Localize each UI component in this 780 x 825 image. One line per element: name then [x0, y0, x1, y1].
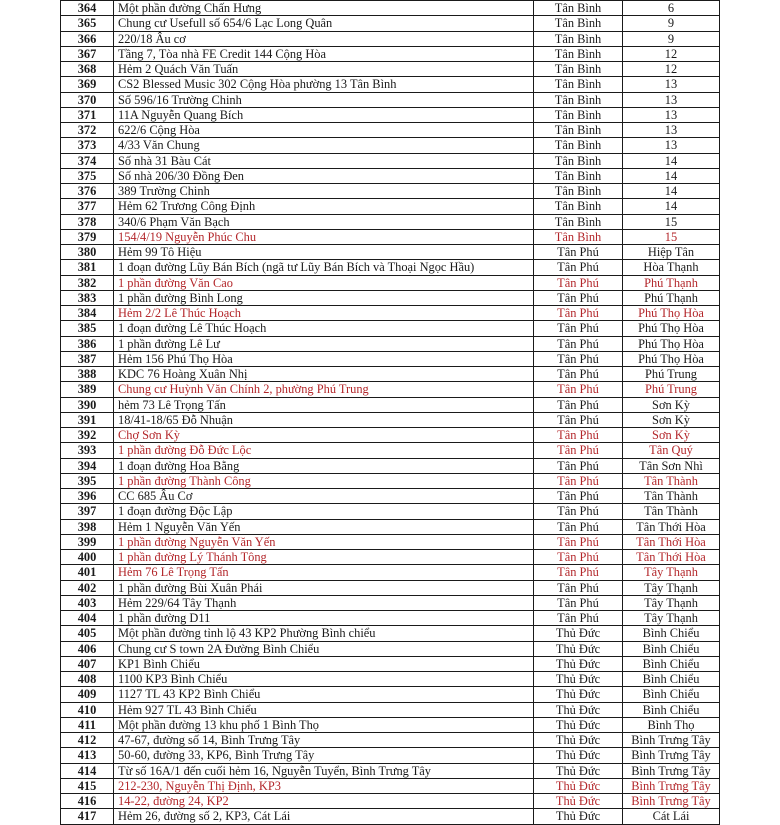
- district-cell: Tân Phú: [534, 473, 623, 488]
- address-cell: 14-22, đường 24, KP2: [114, 794, 534, 809]
- table-row: [61, 16, 720, 31]
- table-row: [61, 641, 720, 656]
- location-table: [60, 0, 720, 825]
- address-cell: Hẻm 76 Lê Trọng Tấn: [114, 565, 534, 580]
- ward-cell: Bình Trưng Tây: [623, 733, 720, 748]
- address-cell: Hẻm 26, đường số 2, KP3, Cát Lái: [114, 809, 534, 824]
- address-cell: 18/41-18/65 Đỗ Nhuận: [114, 412, 534, 427]
- district-cell: Thủ Đức: [534, 778, 623, 793]
- district-cell: Tân Bình: [534, 16, 623, 31]
- address-cell: 1127 TL 43 KP2 Bình Chiểu: [114, 687, 534, 702]
- row-number-cell: 377: [61, 199, 114, 214]
- address-cell: 1 phần đường Đỗ Đức Lộc: [114, 443, 534, 458]
- document-page: [60, 0, 719, 825]
- ward-cell: 13: [623, 138, 720, 153]
- ward-cell: Phú Thọ Hòa: [623, 321, 720, 336]
- row-number-cell: 396: [61, 489, 114, 504]
- ward-cell: Sơn Kỳ: [623, 397, 720, 412]
- address-cell: 1100 KP3 Bình Chiểu: [114, 672, 534, 687]
- row-number-cell: 414: [61, 763, 114, 778]
- table-row: [61, 31, 720, 46]
- row-number-cell: 386: [61, 336, 114, 351]
- district-cell: Tân Bình: [534, 107, 623, 122]
- row-number-cell: 405: [61, 626, 114, 641]
- row-number-cell: 378: [61, 214, 114, 229]
- ward-cell: 15: [623, 214, 720, 229]
- ward-cell: 9: [623, 16, 720, 31]
- table-row: [61, 138, 720, 153]
- ward-cell: Tân Sơn Nhì: [623, 458, 720, 473]
- row-number-cell: 371: [61, 107, 114, 122]
- ward-cell: Tây Thạnh: [623, 611, 720, 626]
- ward-cell: Bình Trưng Tây: [623, 778, 720, 793]
- row-number-cell: 402: [61, 580, 114, 595]
- district-cell: Tân Bình: [534, 229, 623, 244]
- ward-cell: 13: [623, 107, 720, 122]
- table-row: [61, 489, 720, 504]
- table-row: [61, 519, 720, 534]
- row-number-cell: 368: [61, 62, 114, 77]
- district-cell: Tân Bình: [534, 123, 623, 138]
- table-row: [61, 702, 720, 717]
- district-cell: Tân Phú: [534, 336, 623, 351]
- district-cell: Tân Bình: [534, 31, 623, 46]
- district-cell: Tân Phú: [534, 595, 623, 610]
- address-cell: 212-230, Nguyễn Thị Định, KP3: [114, 778, 534, 793]
- ward-cell: Bình Chiểu: [623, 702, 720, 717]
- address-cell: 389 Trường Chinh: [114, 184, 534, 199]
- district-cell: Tân Phú: [534, 397, 623, 412]
- row-number-cell: 384: [61, 306, 114, 321]
- table-row: [61, 458, 720, 473]
- row-number-cell: 375: [61, 168, 114, 183]
- district-cell: Tân Phú: [534, 306, 623, 321]
- ward-cell: Phú Thạnh: [623, 275, 720, 290]
- ward-cell: Phú Thạnh: [623, 290, 720, 305]
- table-body: [61, 1, 720, 825]
- ward-cell: Bình Trưng Tây: [623, 763, 720, 778]
- table-row: [61, 672, 720, 687]
- district-cell: Thủ Đức: [534, 672, 623, 687]
- district-cell: Thủ Đức: [534, 717, 623, 732]
- row-number-cell: 392: [61, 428, 114, 443]
- table-row: [61, 245, 720, 260]
- address-cell: Hẻm 99 Tô Hiệu: [114, 245, 534, 260]
- table-row: [61, 748, 720, 763]
- table-row: [61, 565, 720, 580]
- district-cell: Thủ Đức: [534, 641, 623, 656]
- row-number-cell: 406: [61, 641, 114, 656]
- address-cell: KDC 76 Hoàng Xuân Nhị: [114, 367, 534, 382]
- district-cell: Tân Bình: [534, 138, 623, 153]
- district-cell: Tân Phú: [534, 580, 623, 595]
- ward-cell: Hiệp Tân: [623, 245, 720, 260]
- row-number-cell: 385: [61, 321, 114, 336]
- table-row: [61, 550, 720, 565]
- row-number-cell: 379: [61, 229, 114, 244]
- address-cell: 1 đoạn đường Hoa Bằng: [114, 458, 534, 473]
- ward-cell: Tân Thới Hòa: [623, 519, 720, 534]
- ward-cell: Bình Trưng Tây: [623, 794, 720, 809]
- ward-cell: Tân Thành: [623, 504, 720, 519]
- ward-cell: Tây Thạnh: [623, 580, 720, 595]
- address-cell: 622/6 Cộng Hòa: [114, 123, 534, 138]
- district-cell: Tân Phú: [534, 489, 623, 504]
- table-row: [61, 763, 720, 778]
- ward-cell: 12: [623, 46, 720, 61]
- table-row: [61, 199, 720, 214]
- row-number-cell: 391: [61, 412, 114, 427]
- ward-cell: Sơn Kỳ: [623, 412, 720, 427]
- address-cell: 340/6 Phạm Văn Bạch: [114, 214, 534, 229]
- row-number-cell: 407: [61, 656, 114, 671]
- table-row: [61, 306, 720, 321]
- row-number-cell: 399: [61, 534, 114, 549]
- row-number-cell: 398: [61, 519, 114, 534]
- row-number-cell: 380: [61, 245, 114, 260]
- district-cell: Tân Bình: [534, 1, 623, 16]
- district-cell: Tân Phú: [534, 351, 623, 366]
- row-number-cell: 415: [61, 778, 114, 793]
- row-number-cell: 393: [61, 443, 114, 458]
- address-cell: Hẻm 2 Quách Văn Tuấn: [114, 62, 534, 77]
- row-number-cell: 417: [61, 809, 114, 824]
- table-row: [61, 412, 720, 427]
- table-row: [61, 809, 720, 824]
- table-row: [61, 275, 720, 290]
- table-row: [61, 260, 720, 275]
- address-cell: 47-67, đường số 14, Bình Trưng Tây: [114, 733, 534, 748]
- table-row: [61, 168, 720, 183]
- district-cell: Tân Phú: [534, 428, 623, 443]
- district-cell: Thủ Đức: [534, 626, 623, 641]
- district-cell: Thủ Đức: [534, 656, 623, 671]
- row-number-cell: 411: [61, 717, 114, 732]
- ward-cell: 14: [623, 199, 720, 214]
- table-row: [61, 214, 720, 229]
- table-row: [61, 473, 720, 488]
- district-cell: Thủ Đức: [534, 809, 623, 824]
- address-cell: Một phần đường tỉnh lộ 43 KP2 Phường Bình chiểu: [114, 626, 534, 641]
- ward-cell: 9: [623, 31, 720, 46]
- district-cell: Tân Phú: [534, 321, 623, 336]
- address-cell: 1 phần đường Thành Công: [114, 473, 534, 488]
- district-cell: Tân Phú: [534, 412, 623, 427]
- table-row: [61, 611, 720, 626]
- row-number-cell: 369: [61, 77, 114, 92]
- ward-cell: 14: [623, 153, 720, 168]
- address-cell: Chợ Sơn Kỳ: [114, 428, 534, 443]
- table-row: [61, 778, 720, 793]
- ward-cell: Bình Chiểu: [623, 656, 720, 671]
- address-cell: 1 phần đường Lý Thánh Tông: [114, 550, 534, 565]
- table-row: [61, 290, 720, 305]
- ward-cell: 12: [623, 62, 720, 77]
- ward-cell: Phú Thọ Hòa: [623, 306, 720, 321]
- ward-cell: Bình Chiểu: [623, 626, 720, 641]
- row-number-cell: 409: [61, 687, 114, 702]
- row-number-cell: 387: [61, 351, 114, 366]
- district-cell: Thủ Đức: [534, 748, 623, 763]
- district-cell: Tân Bình: [534, 184, 623, 199]
- district-cell: Tân Bình: [534, 92, 623, 107]
- row-number-cell: 401: [61, 565, 114, 580]
- table-row: [61, 46, 720, 61]
- table-row: [61, 382, 720, 397]
- address-cell: 4/33 Văn Chung: [114, 138, 534, 153]
- address-cell: hẻm 73 Lê Trọng Tấn: [114, 397, 534, 412]
- ward-cell: Tân Quý: [623, 443, 720, 458]
- district-cell: Tân Bình: [534, 153, 623, 168]
- address-cell: Hẻm 2/2 Lê Thúc Hoạch: [114, 306, 534, 321]
- row-number-cell: 376: [61, 184, 114, 199]
- district-cell: Tân Phú: [534, 245, 623, 260]
- table-row: [61, 229, 720, 244]
- table-row: [61, 336, 720, 351]
- row-number-cell: 366: [61, 31, 114, 46]
- address-cell: Một phần đường Chấn Hưng: [114, 1, 534, 16]
- table-row: [61, 62, 720, 77]
- table-row: [61, 717, 720, 732]
- row-number-cell: 388: [61, 367, 114, 382]
- row-number-cell: 390: [61, 397, 114, 412]
- table-row: [61, 153, 720, 168]
- ward-cell: Bình Thọ: [623, 717, 720, 732]
- table-row: [61, 733, 720, 748]
- district-cell: Tân Phú: [534, 611, 623, 626]
- ward-cell: Tây Thạnh: [623, 565, 720, 580]
- district-cell: Tân Phú: [534, 534, 623, 549]
- table-row: [61, 367, 720, 382]
- row-number-cell: 403: [61, 595, 114, 610]
- address-cell: CS2 Blessed Music 302 Cộng Hòa phường 13 Tân Bình: [114, 77, 534, 92]
- table-row: [61, 1, 720, 16]
- address-cell: CC 685 Âu Cơ: [114, 489, 534, 504]
- district-cell: Tân Phú: [534, 504, 623, 519]
- district-cell: Tân Phú: [534, 260, 623, 275]
- address-cell: 1 đoạn đường Độc Lập: [114, 504, 534, 519]
- address-cell: 1 đoạn đường Lũy Bán Bích (ngã tư Lũy Bán Bích và Thoại Ngọc Hầu): [114, 260, 534, 275]
- address-cell: 11A Nguyễn Quang Bích: [114, 107, 534, 122]
- row-number-cell: 367: [61, 46, 114, 61]
- table-row: [61, 580, 720, 595]
- ward-cell: Bình Chiểu: [623, 641, 720, 656]
- ward-cell: 6: [623, 1, 720, 16]
- address-cell: Số nhà 31 Bàu Cát: [114, 153, 534, 168]
- address-cell: KP1 Bình Chiểu: [114, 656, 534, 671]
- row-number-cell: 410: [61, 702, 114, 717]
- table-row: [61, 123, 720, 138]
- address-cell: 1 phần đường Bùi Xuân Phái: [114, 580, 534, 595]
- address-cell: 1 phần đường Nguyễn Văn Yến: [114, 534, 534, 549]
- row-number-cell: 364: [61, 1, 114, 16]
- district-cell: Tân Phú: [534, 367, 623, 382]
- row-number-cell: 382: [61, 275, 114, 290]
- table-row: [61, 428, 720, 443]
- district-cell: Tân Bình: [534, 77, 623, 92]
- district-cell: Tân Phú: [534, 382, 623, 397]
- district-cell: Thủ Đức: [534, 733, 623, 748]
- ward-cell: Cát Lái: [623, 809, 720, 824]
- ward-cell: 13: [623, 123, 720, 138]
- table-row: [61, 595, 720, 610]
- ward-cell: Tây Thạnh: [623, 595, 720, 610]
- district-cell: Tân Phú: [534, 275, 623, 290]
- district-cell: Tân Bình: [534, 46, 623, 61]
- address-cell: Từ số 16A/1 đến cuối hẻm 16, Nguyễn Tuyển, Bình Trưng Tây: [114, 763, 534, 778]
- address-cell: Hẻm 62 Trương Công Định: [114, 199, 534, 214]
- row-number-cell: 397: [61, 504, 114, 519]
- table-row: [61, 443, 720, 458]
- address-cell: 50-60, đường 33, KP6, Bình Trưng Tây: [114, 748, 534, 763]
- row-number-cell: 383: [61, 290, 114, 305]
- row-number-cell: 408: [61, 672, 114, 687]
- address-cell: Một phần đường 13 khu phố 1 Bình Thọ: [114, 717, 534, 732]
- address-cell: 1 phần đường Lê Lư: [114, 336, 534, 351]
- district-cell: Tân Bình: [534, 214, 623, 229]
- table-row: [61, 794, 720, 809]
- address-cell: 1 phần đường Bình Long: [114, 290, 534, 305]
- ward-cell: Bình Chiểu: [623, 672, 720, 687]
- row-number-cell: 404: [61, 611, 114, 626]
- ward-cell: Phú Trung: [623, 367, 720, 382]
- table-row: [61, 504, 720, 519]
- ward-cell: Bình Chiểu: [623, 687, 720, 702]
- ward-cell: Tân Thới Hòa: [623, 550, 720, 565]
- address-cell: Chung cư Huỳnh Văn Chính 2, phường Phú Trung: [114, 382, 534, 397]
- ward-cell: Tân Thới Hòa: [623, 534, 720, 549]
- row-number-cell: 370: [61, 92, 114, 107]
- row-number-cell: 394: [61, 458, 114, 473]
- ward-cell: 13: [623, 77, 720, 92]
- district-cell: Tân Bình: [534, 168, 623, 183]
- table-row: [61, 184, 720, 199]
- row-number-cell: 373: [61, 138, 114, 153]
- district-cell: Tân Phú: [534, 290, 623, 305]
- row-number-cell: 413: [61, 748, 114, 763]
- ward-cell: Phú Thọ Hòa: [623, 351, 720, 366]
- district-cell: Thủ Đức: [534, 687, 623, 702]
- address-cell: 1 đoạn đường Lê Thúc Hoạch: [114, 321, 534, 336]
- district-cell: Tân Phú: [534, 565, 623, 580]
- row-number-cell: 412: [61, 733, 114, 748]
- address-cell: 1 phần đường Văn Cao: [114, 275, 534, 290]
- address-cell: 154/4/19 Nguyễn Phúc Chu: [114, 229, 534, 244]
- ward-cell: Phú Trung: [623, 382, 720, 397]
- table-row: [61, 626, 720, 641]
- table-row: [61, 687, 720, 702]
- district-cell: Thủ Đức: [534, 702, 623, 717]
- ward-cell: Hòa Thạnh: [623, 260, 720, 275]
- table-row: [61, 77, 720, 92]
- row-number-cell: 381: [61, 260, 114, 275]
- row-number-cell: 374: [61, 153, 114, 168]
- address-cell: Hẻm 156 Phú Thọ Hòa: [114, 351, 534, 366]
- district-cell: Tân Phú: [534, 443, 623, 458]
- row-number-cell: 372: [61, 123, 114, 138]
- row-number-cell: 400: [61, 550, 114, 565]
- ward-cell: Bình Trưng Tây: [623, 748, 720, 763]
- table-row: [61, 92, 720, 107]
- address-cell: Chung cư S town 2A Đường Bình Chiểu: [114, 641, 534, 656]
- address-cell: 1 phần đường D11: [114, 611, 534, 626]
- ward-cell: Sơn Kỳ: [623, 428, 720, 443]
- district-cell: Thủ Đức: [534, 794, 623, 809]
- address-cell: Hẻm 229/64 Tây Thạnh: [114, 595, 534, 610]
- ward-cell: Phú Thọ Hòa: [623, 336, 720, 351]
- district-cell: Thủ Đức: [534, 763, 623, 778]
- district-cell: Tân Bình: [534, 62, 623, 77]
- ward-cell: 13: [623, 92, 720, 107]
- table-row: [61, 397, 720, 412]
- table-row: [61, 321, 720, 336]
- district-cell: Tân Phú: [534, 550, 623, 565]
- address-cell: Số 596/16 Trường Chinh: [114, 92, 534, 107]
- district-cell: Tân Phú: [534, 458, 623, 473]
- address-cell: Chung cư Usefull số 654/6 Lạc Long Quân: [114, 16, 534, 31]
- ward-cell: Tân Thành: [623, 473, 720, 488]
- table-row: [61, 534, 720, 549]
- table-row: [61, 107, 720, 122]
- row-number-cell: 365: [61, 16, 114, 31]
- table-row: [61, 351, 720, 366]
- address-cell: Tầng 7, Tòa nhà FE Credit 144 Cộng Hòa: [114, 46, 534, 61]
- address-cell: 220/18 Âu cơ: [114, 31, 534, 46]
- address-cell: Hẻm 927 TL 43 Bình Chiểu: [114, 702, 534, 717]
- row-number-cell: 395: [61, 473, 114, 488]
- district-cell: Tân Phú: [534, 519, 623, 534]
- row-number-cell: 416: [61, 794, 114, 809]
- address-cell: Hẻm 1 Nguyễn Văn Yến: [114, 519, 534, 534]
- address-cell: Số nhà 206/30 Đồng Đen: [114, 168, 534, 183]
- ward-cell: 15: [623, 229, 720, 244]
- ward-cell: Tân Thành: [623, 489, 720, 504]
- row-number-cell: 389: [61, 382, 114, 397]
- ward-cell: 14: [623, 168, 720, 183]
- ward-cell: 14: [623, 184, 720, 199]
- table-row: [61, 656, 720, 671]
- district-cell: Tân Bình: [534, 199, 623, 214]
